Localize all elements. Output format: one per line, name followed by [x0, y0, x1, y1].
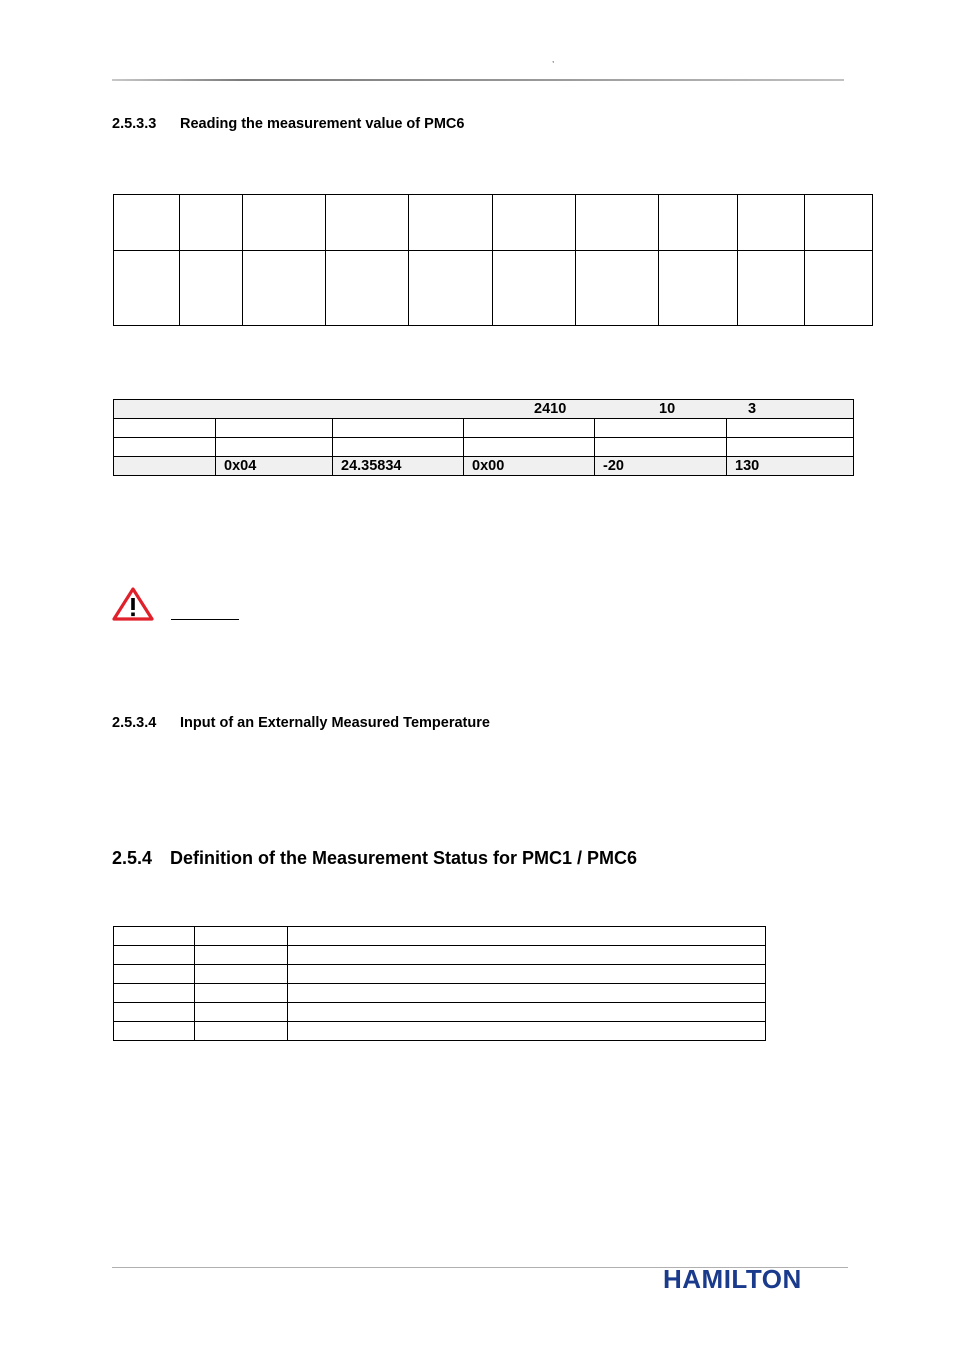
table-cell: -20 — [595, 457, 727, 476]
table-cell — [195, 965, 288, 984]
table-cell — [114, 927, 195, 946]
table-cell — [727, 438, 854, 457]
table-cell — [805, 195, 873, 251]
table-cell — [464, 419, 595, 438]
header-value-3: 3 — [748, 401, 757, 417]
table-cell — [195, 927, 288, 946]
table-cell — [114, 984, 195, 1003]
table-cell — [326, 251, 409, 326]
table-cell — [288, 927, 766, 946]
table-cell — [195, 946, 288, 965]
table-cell — [114, 946, 195, 965]
section-number: 2.5.3.3 — [112, 116, 157, 132]
table-cell — [576, 195, 659, 251]
table-cell — [727, 419, 854, 438]
section-number: 2.5.3.4 — [112, 715, 157, 731]
table-cell — [326, 195, 409, 251]
table-cell — [288, 1022, 766, 1041]
table-cell — [288, 946, 766, 965]
section-2534-heading — [112, 715, 490, 731]
table-cell — [288, 984, 766, 1003]
table-cell — [493, 251, 576, 326]
table-cell — [659, 251, 738, 326]
table-cell — [114, 457, 216, 476]
section-254-heading — [112, 848, 637, 869]
table-cell — [288, 1003, 766, 1022]
table-cell — [114, 1003, 195, 1022]
table-cell — [333, 438, 464, 457]
table-cell — [216, 438, 333, 457]
table-cell — [738, 251, 805, 326]
table-cell — [409, 251, 493, 326]
table-cell — [333, 419, 464, 438]
table-cell — [216, 419, 333, 438]
section-number: 2.5.4 — [112, 848, 153, 868]
table-cell — [180, 195, 243, 251]
table-cell — [288, 965, 766, 984]
table-cell — [180, 251, 243, 326]
table-cell — [243, 195, 326, 251]
header-value-1: 2410 — [534, 401, 567, 417]
table-cell — [195, 1022, 288, 1041]
table-cell: 0x00 — [464, 457, 595, 476]
example-header-cell — [114, 400, 854, 419]
table-cell — [195, 984, 288, 1003]
table-cell — [195, 1003, 288, 1022]
warning-label-underline — [171, 619, 239, 620]
table-cell — [659, 195, 738, 251]
command-table — [113, 194, 873, 326]
table-cell — [114, 438, 216, 457]
section-2533-heading — [112, 116, 464, 132]
table-cell — [409, 195, 493, 251]
table-cell — [805, 251, 873, 326]
table-cell — [114, 419, 216, 438]
table-cell — [595, 438, 727, 457]
hamilton-logo — [663, 1263, 843, 1300]
section-title: Reading the measurement value of PMC6 — [180, 116, 465, 132]
table-cell — [595, 419, 727, 438]
section-title: Input of an Externally Measured Temperature — [180, 715, 490, 731]
table-cell — [738, 195, 805, 251]
table-cell — [243, 251, 326, 326]
table-cell: 24.35834 — [333, 457, 464, 476]
table-cell — [114, 195, 180, 251]
section-title: Definition of the Measurement Status for PMC1 / PMC6 — [170, 848, 638, 868]
header-value-2: 10 — [659, 401, 676, 417]
table-cell — [114, 965, 195, 984]
table-cell — [576, 251, 659, 326]
table-cell: 0x04 — [216, 457, 333, 476]
header-rule — [112, 79, 844, 81]
logo-text: HAMILTON — [663, 1264, 802, 1294]
header-mark: , — [552, 55, 555, 64]
table-cell — [114, 1022, 195, 1041]
warning-icon — [112, 587, 154, 626]
table-cell — [493, 195, 576, 251]
table-cell — [114, 251, 180, 326]
status-table — [113, 926, 766, 1041]
table-cell: 130 — [727, 457, 854, 476]
example-table — [113, 399, 854, 476]
table-cell — [464, 438, 595, 457]
